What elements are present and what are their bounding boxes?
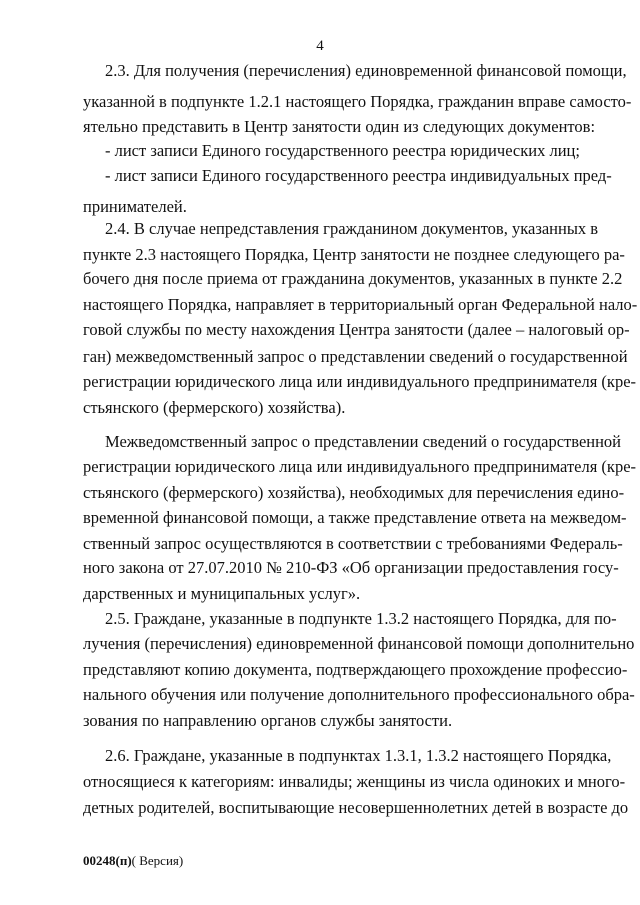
- text-line: - лист записи Единого государственного реестра индивидуальных пред-: [105, 166, 612, 185]
- text-line: ятельно представить в Центр занятости один из следующих документов:: [83, 117, 596, 136]
- text-line: 2.4. В случае непредставления гражданином документов, указанных в: [105, 219, 599, 238]
- text-line: нального обучения или получение дополнительного профессионального обра-: [83, 685, 635, 704]
- text-line: относящиеся к категориям: инвалиды; женщины из числа одиноких и много-: [83, 772, 626, 791]
- text-line: бочего дня после приема от гражданина документов, указанных в пункте 2.2: [83, 269, 623, 288]
- text-line: дарственных и муниципальных услуг».: [83, 584, 361, 603]
- text-line: ного закона от 27.07.2010 № 210-ФЗ «Об организации предоставления госу-: [83, 558, 619, 577]
- text-line: лучения (перечисления) единовременной финансовой помощи дополнительно: [83, 634, 635, 653]
- text-line: зования по направлению органов службы занятости.: [83, 711, 453, 730]
- text-line: Межведомственный запрос о представлении сведений о государственной: [105, 432, 622, 451]
- text-line: детных родителей, воспитывающие несовершеннолетних детей в возрасте до: [83, 798, 629, 817]
- text-line: ган) межведомственный запрос о представлении сведений о государственной: [83, 347, 628, 366]
- text-line: стьянского (фермерского) хозяйства), необходимых для перечисления едино-: [83, 483, 625, 502]
- text-line: говой службы по месту нахождения Центра занятости (далее – налоговый ор-: [83, 320, 630, 339]
- text-line: 2.5. Граждане, указанные в подпункте 1.3.2 настоящего Порядка, для по-: [105, 609, 617, 628]
- text-line: 2.3. Для получения (перечисления) единовременной финансовой помощи,: [105, 61, 627, 80]
- text-line: регистрации юридического лица или индивидуального предпринимателя (кре-: [83, 372, 637, 391]
- text-line: ственный запрос осуществляются в соответствии с требованиями Федераль-: [83, 534, 623, 553]
- footer-doc-code: 00248(п): [83, 853, 132, 868]
- text-line: - лист записи Единого государственного реестра юридических лиц;: [105, 141, 580, 160]
- page-number: 4: [316, 38, 324, 54]
- footer-version-label: ( Версия): [131, 853, 184, 868]
- text-line: регистрации юридического лица или индивидуального предпринимателя (кре-: [83, 457, 637, 476]
- text-line: 2.6. Граждане, указанные в подпунктах 1.3.1, 1.3.2 настоящего Порядка,: [105, 746, 612, 765]
- text-line: представляют копию документа, подтверждающего прохождение профессио-: [83, 660, 628, 679]
- text-line: временной финансовой помощи, а также представление ответа на межведом-: [83, 508, 627, 527]
- document-footer: [83, 853, 183, 869]
- text-line: стьянского (фермерского) хозяйства).: [83, 398, 346, 417]
- text-line: указанной в подпункте 1.2.1 настоящего Порядка, гражданин вправе самосто-: [83, 92, 632, 111]
- text-line: принимателей.: [83, 197, 187, 216]
- text-line: настоящего Порядка, направляет в территориальный орган Федеральной нало-: [83, 295, 638, 314]
- text-line: пункте 2.3 настоящего Порядка, Центр занятости не позднее следующего ра-: [83, 245, 625, 264]
